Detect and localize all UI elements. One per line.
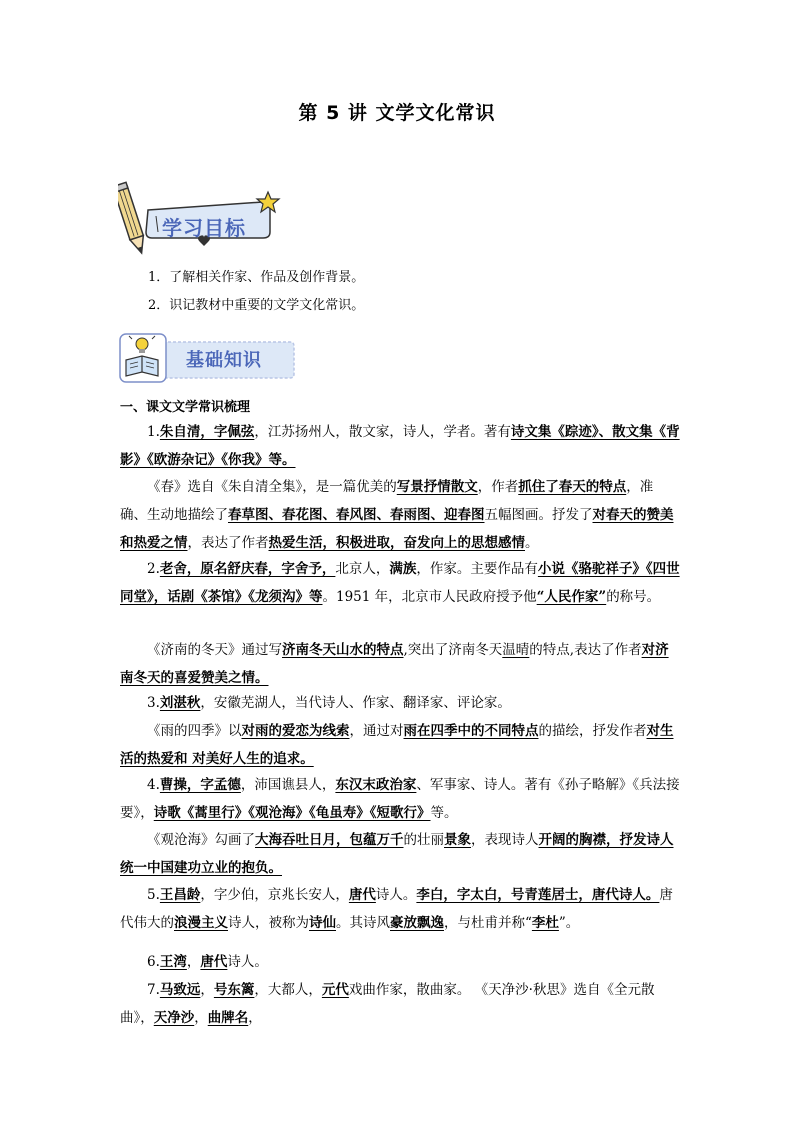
text-run: 对春天的赞美和热爱之情: [120, 507, 674, 551]
text-run: 诗仙: [309, 915, 336, 931]
text-run: 小说《骆驼祥子》《四世同堂》，话剧《茶馆》《龙须沟》等: [120, 561, 680, 605]
text-run: 对济南冬天的喜爱赞美之情。: [120, 642, 669, 686]
text-run: “人民作家”: [536, 589, 607, 605]
text-run: 北京人，: [335, 561, 390, 577]
text-run: 王湾: [159, 954, 187, 970]
basics-badge: [118, 330, 296, 386]
text-run: 马致远: [159, 982, 201, 998]
text-run: ，大都人，: [254, 982, 322, 998]
text-run: 7.: [147, 982, 160, 998]
page-title: 第 5 讲 文学文化常识: [298, 102, 496, 124]
text-run: 王昌龄: [159, 887, 201, 903]
text-run: ，: [248, 1010, 262, 1026]
text-run: 《观沧海》勾画了: [147, 832, 255, 848]
text-run: 对生活的热爱和 对美好人生的追求。: [120, 723, 674, 767]
text-run: 诗歌《蒿里行》《观沧海》《龟虽寿》《短歌行》: [153, 805, 431, 821]
text-run: 刘湛秋: [159, 695, 201, 711]
text-run: 4.: [147, 777, 160, 793]
paragraph: [120, 636, 680, 692]
paragraph: [120, 717, 680, 773]
goal-item: 2．识记教材中重要的文学文化常识。: [148, 298, 365, 313]
text-run: ，: [194, 1010, 208, 1026]
text-run: 天净沙: [153, 1010, 195, 1026]
text-run: 曲牌名: [207, 1010, 249, 1026]
text-run: 1.: [147, 424, 160, 440]
text-run: ，表达了作者: [187, 535, 269, 551]
text-run: 唐代: [200, 954, 228, 970]
text-run: 满族: [389, 561, 417, 577]
text-run: 李杜: [531, 915, 559, 931]
basics-badge-label: 基础知识: [186, 350, 262, 371]
text-run: 6.: [147, 954, 160, 970]
paragraph: [120, 948, 680, 976]
text-run: 的称号。: [606, 589, 661, 605]
text-run: 唐代伟大的: [120, 887, 673, 931]
text-run: 元代: [321, 982, 349, 998]
paragraph: [120, 555, 680, 611]
text-run: 3.: [147, 695, 160, 711]
text-run: ，沛国谯县人，: [240, 777, 336, 793]
text-run: 的特点,表达了作者: [529, 642, 642, 658]
text-run: 唐代: [348, 887, 376, 903]
text-run: 《雨的四季》以: [147, 723, 242, 739]
text-run: 对雨的爱恋为线索: [241, 723, 350, 739]
text-run: 温晴: [502, 642, 530, 658]
text-run: ，字少伯，京兆长安人，: [200, 887, 349, 903]
text-run: 抓住了春天的特点: [518, 479, 627, 495]
text-run: ，与杜甫并称“: [444, 915, 532, 931]
section-heading: 一、课文文学常识梳理: [120, 400, 251, 415]
text-run: 《济南的冬天》通过写: [147, 642, 282, 658]
text-run: 景象: [444, 832, 471, 848]
text-run: 豪放飘逸: [390, 915, 444, 931]
text-run: ，准确、生动地描绘了: [120, 479, 654, 523]
text-run: 老舍，原名舒庆春，字舍予，: [159, 561, 336, 577]
text-run: 济南冬天山水的特点: [282, 642, 404, 658]
text-run: 春草图、春花图、春风图、春雨图、迎春图: [228, 507, 485, 523]
text-run: 五幅图画。抒发了: [484, 507, 593, 523]
text-run: 等。: [430, 805, 458, 821]
text-run: ”。: [558, 915, 580, 931]
text-run: 5.: [147, 887, 160, 903]
text-run: 2.: [147, 561, 160, 577]
paragraph: [120, 771, 680, 827]
text-run: 号东篱: [213, 982, 255, 998]
text-run: 浪漫主义: [174, 915, 228, 931]
text-run: 写景抒情散文: [396, 479, 478, 495]
text-run: 大海吞吐日月，包蕴万千: [255, 832, 404, 848]
text-run: ，表现诗人: [471, 832, 539, 848]
text-run: ，江苏扬州人，散文家，诗人，学者。著有: [254, 424, 511, 440]
paragraph: [120, 418, 680, 474]
text-run: 雨在四季中的不同特点: [403, 723, 539, 739]
text-run: 《春》选自《朱自清全集》，是一篇优美的: [147, 479, 397, 495]
text-run: 。其诗风: [336, 915, 390, 931]
text-run: 戏曲作家，散曲家。 《天净沙·秋思》选自《全元散曲》，: [120, 982, 655, 1026]
text-run: 。1951 年，北京市人民政府授予他: [322, 589, 537, 605]
text-run: 诗文集《踪迹》、散文集《背影》《欧游杂记》《你我》等。: [120, 424, 680, 468]
goals-badge-label: 学习目标: [162, 216, 246, 240]
paragraph: [120, 976, 680, 1032]
text-run: 曹操，字孟德: [159, 777, 241, 793]
goal-item: 1．了解相关作家、作品及创作背景。: [148, 270, 365, 285]
text-run: ,突出了济南冬天: [403, 642, 503, 658]
text-run: 。: [525, 535, 539, 551]
text-run: 诗人。: [375, 887, 417, 903]
text-run: 李白，字太白，号青莲居士，唐代诗人。: [416, 887, 660, 903]
text-run: 诗人，被称为: [228, 915, 309, 931]
goals-badge: [118, 180, 288, 260]
paragraph: [120, 473, 680, 557]
text-run: ，通过对: [349, 723, 404, 739]
text-run: ，作家。主要作品有: [416, 561, 538, 577]
text-run: ，: [200, 982, 214, 998]
text-run: 热爱生活，积极进取，奋发向上的思想感情: [268, 535, 525, 551]
text-run: 东汉末政治家: [335, 777, 417, 793]
paragraph: [120, 881, 680, 937]
text-run: ，作者: [477, 479, 519, 495]
text-run: 朱自清，字佩弦: [159, 424, 255, 440]
text-run: 、军事家、诗人。著有《孙子略解》《兵法接要》，: [120, 777, 680, 821]
text-run: 诗人。: [227, 954, 268, 970]
text-run: ，: [186, 954, 201, 970]
paragraph: [120, 826, 680, 882]
text-run: 的壮丽: [403, 832, 444, 848]
paragraph: [120, 689, 680, 717]
text-run: 的描绘，抒发作者: [538, 723, 647, 739]
text-run: ，安徽芜湖人，当代诗人、作家、翻译家、评论家。: [200, 695, 511, 711]
text-run: 开阔的胸襟，抒发诗人统一中国建功立业的抱负。: [120, 832, 674, 876]
